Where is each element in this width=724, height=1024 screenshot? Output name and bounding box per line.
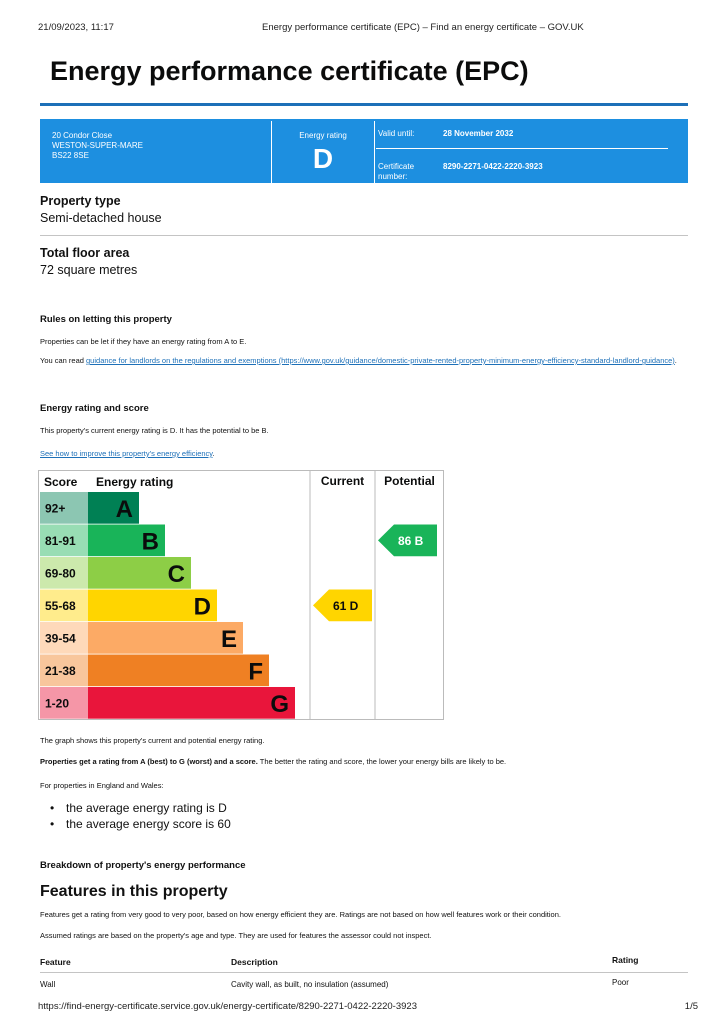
title-divider	[40, 103, 688, 106]
england-wales-intro: For properties in England and Wales:	[40, 781, 164, 790]
print-datetime: 21/09/2023, 11:17	[38, 22, 114, 33]
floor-area-value: 72 square metres	[40, 263, 138, 277]
rating-scale-explanation	[40, 757, 690, 767]
graph-explanation: The graph shows this property's current and potential energy rating.	[40, 736, 265, 745]
rating-letter-b: B	[141, 528, 159, 556]
certificate-summary-box	[40, 119, 688, 183]
table-cell-feature: Wall	[40, 980, 56, 989]
rating-bar-g	[88, 687, 295, 719]
table-divider	[40, 972, 688, 973]
list-item: • the average energy rating is D	[50, 800, 231, 816]
print-url: https://find-energy-certificate.service.gov.uk/energy-certificate/8290-2271-0422-2220-3923	[38, 1001, 417, 1012]
rating-letter-c: C	[167, 560, 185, 588]
score-range-e: 39-54	[45, 631, 76, 646]
print-page-number: 1/5	[684, 1001, 698, 1012]
improve-efficiency-line	[40, 449, 690, 459]
average-ratings-list	[50, 800, 231, 832]
address-line-1: 20 Condor Close	[52, 131, 113, 140]
rating-bar-f	[88, 655, 269, 687]
guidance-suffix: .	[674, 356, 677, 365]
energy-rating-chart-svg	[38, 470, 444, 720]
score-range-f: 21-38	[45, 663, 76, 678]
page-title: Energy performance certificate (EPC)	[50, 56, 529, 86]
improve-efficiency-link[interactable]: See how to improve this property's energy efficiency	[40, 449, 213, 458]
features-title: Features in this property	[40, 883, 228, 900]
summary-divider	[40, 235, 688, 236]
letting-guidance-text	[40, 356, 690, 366]
floor-area-label: Total floor area	[40, 246, 130, 260]
box-rule	[376, 148, 668, 149]
score-range-d: 55-68	[45, 598, 76, 613]
current-column-header: Current	[320, 474, 365, 488]
energy-rating-label: Energy rating	[299, 131, 347, 140]
letting-rules-text: Properties can be let if they have an energy rating from A to E.	[40, 337, 247, 346]
score-range-g: 1-20	[45, 696, 70, 711]
features-text-2: Assumed ratings are based on the property's age and type. They are used for features the assessor could not inspect.	[40, 931, 432, 940]
table-header-feature: Feature	[40, 957, 71, 967]
certificate-number-value: 8290-2271-0422-2220-3923	[443, 162, 543, 171]
valid-until-label: Valid until:	[378, 129, 415, 138]
rating-letter-d: D	[193, 593, 211, 621]
rating-bar-e	[88, 622, 243, 654]
address-line-2: WESTON-SUPER-MARE	[52, 141, 143, 150]
energy-rating-chart	[38, 470, 444, 720]
potential-column-header: Potential	[384, 474, 435, 488]
energy-rating-text: This property's current energy rating is D. It has the potential to be B.	[40, 426, 269, 435]
table-header-description: Description	[231, 957, 278, 967]
score-column-header: Score	[44, 475, 78, 489]
letting-rules-heading: Rules on letting this property	[40, 314, 172, 325]
address-line-3: BS22 8SE	[52, 151, 89, 160]
rating-column-header: Energy rating	[96, 475, 174, 489]
table-cell-description: Cavity wall, as built, no insulation (assumed)	[231, 980, 389, 989]
box-divider	[374, 121, 375, 183]
property-type-value: Semi-detached house	[40, 211, 162, 225]
table-header-rating: Rating	[612, 955, 639, 965]
table-cell-rating: Poor	[612, 978, 629, 987]
rating-letter-g: G	[270, 690, 289, 718]
current-rating-label: 61 D	[333, 598, 359, 613]
improve-link-suffix: .	[212, 449, 215, 458]
print-header	[38, 22, 686, 36]
breakdown-heading: Breakdown of property's energy performance	[40, 860, 246, 871]
score-range-a: 92+	[45, 501, 66, 516]
property-address	[52, 131, 143, 161]
rating-letter-e: E	[220, 625, 237, 653]
landlord-guidance-link[interactable]: guidance for landlords on the regulations and exemptions (https://www.gov.uk/guidance/domestic-private-rented-property-minimum-energy-efficiency-standard-landlord-guidance)	[86, 356, 675, 365]
rating-letter-f: F	[248, 658, 263, 686]
rating-letter-a: A	[115, 495, 133, 523]
score-range-b: 81-91	[45, 533, 76, 548]
list-item: • the average energy score is 60	[50, 816, 231, 832]
potential-rating-label: 86 B	[398, 533, 424, 548]
features-text-1: Features get a rating from very good to very poor, based on how energy efficient they are. Ratings are not based on how well features work or their condition.	[40, 910, 561, 919]
valid-until-value: 28 November 2032	[443, 129, 514, 138]
guidance-prefix: You can read	[40, 356, 87, 365]
rating-scale-bold: Properties get a rating from A (best) to G (worst) and a score.	[40, 757, 258, 766]
energy-rating-letter: D	[312, 143, 334, 174]
property-type-label: Property type	[40, 194, 121, 208]
certificate-number-label: Certificate number:	[378, 162, 415, 181]
print-page-title: Energy performance certificate (EPC) – Find an energy certificate – GOV.UK	[262, 22, 584, 33]
energy-rating-heading: Energy rating and score	[40, 403, 149, 414]
rating-scale-rest: The better the rating and score, the lower your energy bills are likely to be.	[257, 757, 507, 766]
score-range-c: 69-80	[45, 566, 76, 581]
